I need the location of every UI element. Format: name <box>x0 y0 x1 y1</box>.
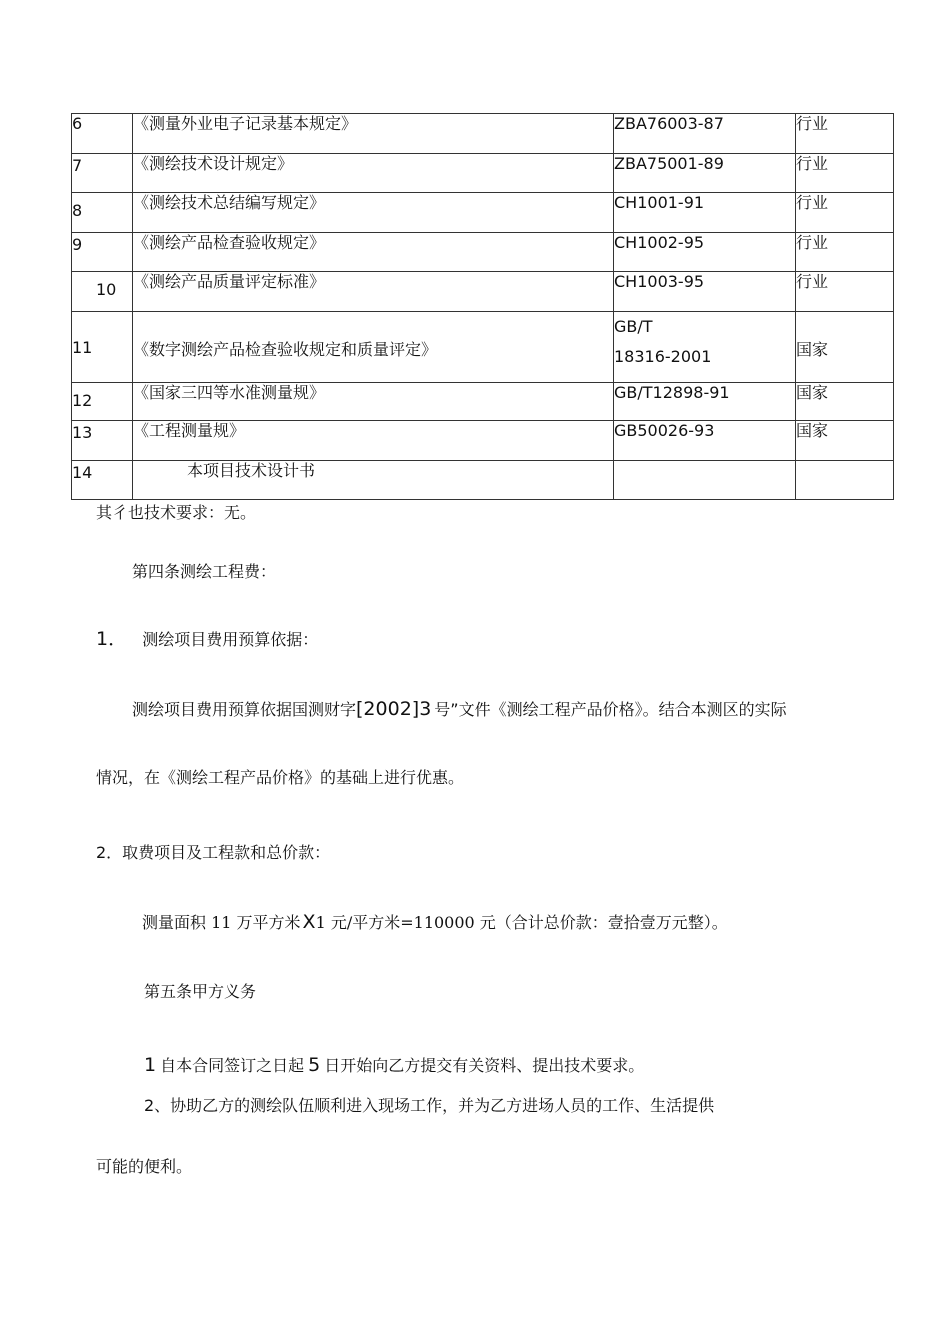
standard-code <box>614 461 796 500</box>
standard-name: 《数字测绘产品检查验收规定和质量评定》 <box>133 312 614 383</box>
duty1-days: 5 <box>308 1054 321 1076</box>
row-number: 11 <box>72 312 133 383</box>
row-number: 10 <box>72 272 133 312</box>
budget-paragraph-line2: 情况，在《测绘工程产品价格》的基础上进行优惠。 <box>96 768 465 787</box>
standard-name: 《测绘产品检查验收规定》 <box>133 233 614 272</box>
row-number: 14 <box>72 461 133 500</box>
table-row <box>72 421 894 461</box>
duty1-text-a: 自本合同签订之日起 <box>160 1056 305 1075</box>
standard-name: 本项目技术设计书 <box>133 461 614 500</box>
row-number: 13 <box>72 421 133 461</box>
article4-title: 第四条测绘工程费： <box>132 562 277 581</box>
standard-name: 《测绘产品质量评定标准》 <box>133 272 614 312</box>
table-row <box>72 193 894 233</box>
row-number: 8 <box>72 193 133 233</box>
standard-level: 行业 <box>796 272 894 312</box>
table-row <box>72 383 894 421</box>
standard-code <box>614 312 796 383</box>
table-row <box>72 154 894 193</box>
table-row <box>72 312 894 383</box>
standard-code-line: GB/T <box>614 317 653 336</box>
item1-number: 1． <box>96 628 128 650</box>
budget-doc-number: [2002]3 <box>356 698 432 720</box>
standards-table <box>71 113 894 500</box>
standard-level: 行业 <box>796 193 894 233</box>
standard-name: 《测绘技术设计规定》 <box>133 154 614 193</box>
standard-name: 《测量外业电子记录基本规定》 <box>133 114 614 154</box>
standard-level: 国家 <box>796 421 894 461</box>
standard-code: CH1001-91 <box>614 193 796 233</box>
other-requirements: 其彳也技术要求：无。 <box>96 503 257 522</box>
duty-2-line2: 可能的便利。 <box>96 1157 193 1176</box>
row-number: 9 <box>72 233 133 272</box>
item1-title: 测绘项目费用预算依据： <box>142 630 319 649</box>
row-number: 12 <box>72 383 133 421</box>
standard-name: 《国家三四等水准测量规》 <box>133 383 614 421</box>
table-row <box>72 461 894 500</box>
standard-level: 行业 <box>796 114 894 154</box>
standard-name: 《测绘技术总结编写规定》 <box>133 193 614 233</box>
multiply-sign: X <box>302 911 316 933</box>
standard-code: GB/T12898-91 <box>614 383 796 421</box>
budget-text-b: 号”文件《测绘工程产品价格》。结合本测区的实际 <box>434 700 787 719</box>
row-number: 6 <box>72 114 133 154</box>
standard-code: CH1002-95 <box>614 233 796 272</box>
table-row <box>72 233 894 272</box>
standard-level: 国家 <box>796 383 894 421</box>
standard-code: GB50026-93 <box>614 421 796 461</box>
standard-code: CH1003-95 <box>614 272 796 312</box>
standard-code: ZBA75001-89 <box>614 154 796 193</box>
duty-1 <box>144 1054 644 1077</box>
budget-paragraph <box>132 698 787 721</box>
area-text-b: 1 元/平方米=110000 元（合计总价款：壹拾壹万元整）。 <box>315 913 728 932</box>
standard-code-line: 18316-2001 <box>614 347 712 366</box>
item1-heading <box>96 628 318 651</box>
table-row <box>72 114 894 154</box>
duty1-text-b: 日开始向乙方提交有关资料、提出技术要求。 <box>324 1056 645 1075</box>
standard-code: ZBA76003-87 <box>614 114 796 154</box>
standard-level <box>796 461 894 500</box>
duty1-number: 1 <box>144 1054 157 1076</box>
standard-level: 国家 <box>796 312 894 383</box>
standard-level: 行业 <box>796 233 894 272</box>
area-text-a: 测量面积 11 万平方米 <box>142 913 301 932</box>
budget-text-a: 测绘项目费用预算依据国测财字 <box>132 700 357 719</box>
area-calculation <box>142 911 728 934</box>
table-row <box>72 272 894 312</box>
row-number: 7 <box>72 154 133 193</box>
standard-name: 《工程测量规》 <box>133 421 614 461</box>
standard-level: 行业 <box>796 154 894 193</box>
duty-2: 2、协助乙方的测绘队伍顺利进入现场工作，并为乙方进场人员的工作、生活提供 <box>144 1096 715 1115</box>
article5-title: 第五条甲方义务 <box>144 982 257 1001</box>
item2-title: 2．取费项目及工程款和总价款： <box>96 843 331 862</box>
